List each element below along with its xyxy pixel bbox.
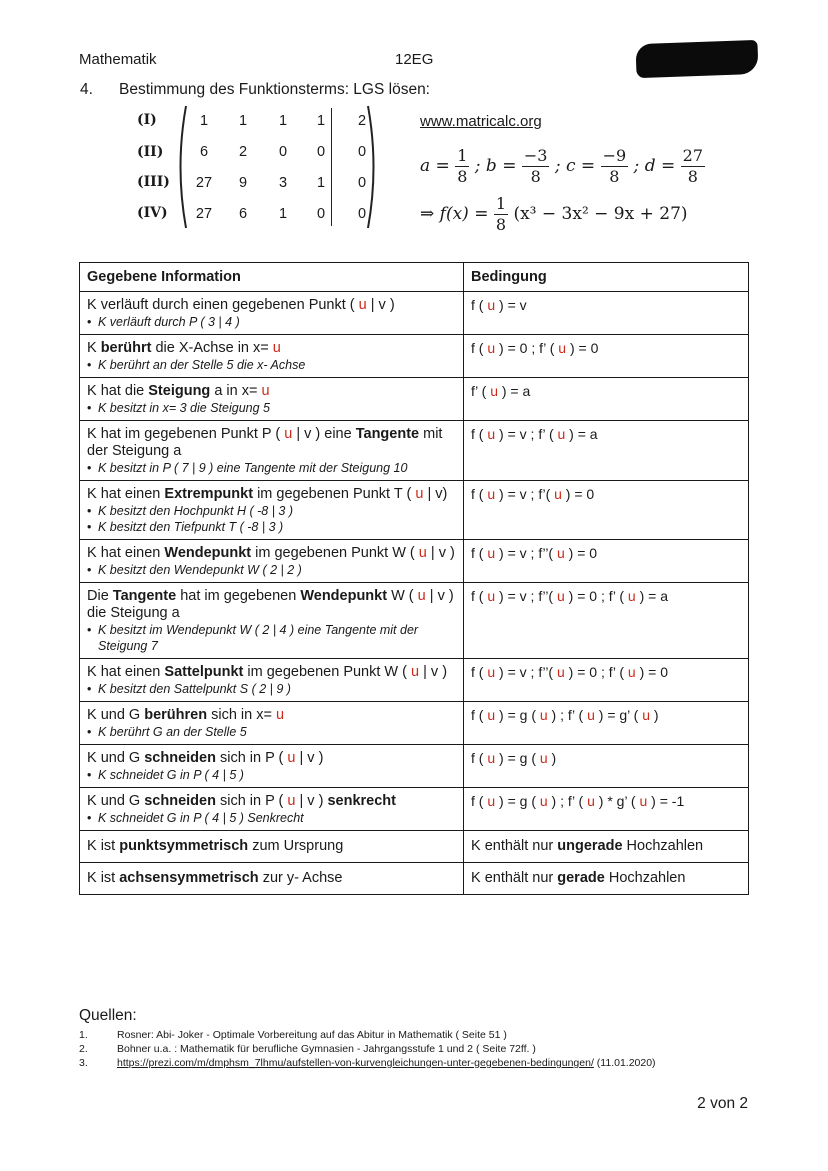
fraction-b: $\frac{-3}{8}$: [523, 146, 548, 186]
redacted-name-mark: [635, 40, 758, 78]
variable-u: u: [487, 707, 496, 723]
text-run: ) = g (: [495, 707, 540, 723]
source-text: Rosner: Abi- Joker - Optimale Vorbereitung auf das Abitur in Mathematik ( Seite 51 ): [117, 1029, 507, 1041]
information-text: [87, 793, 457, 810]
text-run: f (: [471, 340, 488, 356]
coefficient-line: a = $\frac{1}{8}$ ; b = $\frac{-3}{8}$ ; c = $\frac{-9}{8}$ ; d = $\frac{27}{8}$: [420, 146, 703, 186]
class-label: 12EG: [395, 51, 434, 68]
text-run: ) = 0: [561, 486, 595, 502]
information-cell: [80, 702, 464, 745]
matrix-cell: 3: [278, 175, 288, 191]
text-run: K ist: [87, 870, 120, 886]
information-cell: [80, 378, 464, 421]
condition-cell: [464, 540, 749, 583]
text-run: ) = 0: [564, 545, 598, 561]
information-text: [87, 426, 457, 460]
text-run: | v ): [419, 664, 448, 680]
text-run: ): [547, 750, 557, 766]
variable-u: u: [642, 707, 650, 723]
variable-u: u: [557, 426, 566, 442]
text-run: ) = v ; f’(: [495, 486, 555, 502]
example-item: • K berührt G an der Stelle 5: [87, 724, 457, 740]
text-run: im gegebenen Punkt W (: [251, 545, 419, 561]
table-row: [80, 292, 749, 335]
text-run: f (: [471, 793, 488, 809]
example-item: • K besitzt in P ( 7 | 9 ) eine Tangente mit der Steigung 10: [87, 460, 457, 476]
text-run: f (: [471, 426, 488, 442]
text-run: | v): [423, 486, 448, 502]
text-run: W (: [387, 588, 418, 604]
variable-u: u: [261, 383, 270, 399]
variable-u: u: [556, 588, 565, 604]
variable-u: u: [487, 426, 496, 442]
information-text: [87, 545, 457, 562]
page-number: 2 von 2: [697, 1095, 748, 1112]
text-run: ) = a: [497, 383, 531, 399]
text-run: Hochzahlen: [604, 870, 686, 886]
text-run: ): [650, 707, 659, 723]
bold-term: berühren: [144, 707, 208, 723]
text-run: zum Ursprung: [248, 838, 344, 854]
matrix-cell: 9: [238, 175, 248, 191]
text-run: hat im gegebenen: [176, 588, 301, 604]
text-run: im gegebenen Punkt T (: [253, 486, 416, 502]
row-label: (IV): [137, 205, 168, 221]
bold-term: Extrempunkt: [164, 486, 254, 502]
information-text: [87, 664, 457, 681]
information-cell: [80, 745, 464, 788]
variable-u: u: [417, 588, 426, 604]
condition-cell: [464, 745, 749, 788]
matrix-cell: 2: [357, 113, 367, 129]
text-run: ) = a: [565, 426, 598, 442]
variable-u: u: [554, 486, 562, 502]
text-run: ) = -1: [647, 793, 685, 809]
source-date: (11.01.2020): [593, 1057, 656, 1069]
text-run: f (: [471, 664, 488, 680]
variable-u: u: [287, 793, 296, 809]
table-row: [80, 481, 749, 540]
augment-divider: [331, 108, 332, 226]
information-text: [87, 870, 457, 887]
variable-u: u: [627, 588, 636, 604]
source-item: [79, 1042, 656, 1056]
condition-text: [471, 383, 742, 400]
text-run: f (: [471, 297, 488, 313]
text-run: K verläuft durch einen gegebenen Punkt (: [87, 297, 359, 313]
table-row: [80, 335, 749, 378]
text-run: K hat einen: [87, 545, 165, 561]
text-run: | v ): [426, 545, 455, 561]
matrix-cell: 6: [238, 206, 248, 222]
conditions-table: [79, 262, 749, 895]
text-run: Die: [87, 588, 113, 604]
bold-term: schneiden: [144, 750, 216, 766]
text-run: ) = v ; f’ (: [495, 426, 558, 442]
example-item: • K schneidet G in P ( 4 | 5 ) Senkrecht: [87, 810, 457, 826]
table-row: [80, 583, 749, 659]
text-run: f’ (: [471, 383, 491, 399]
bold-term: achsensymmetrisch: [119, 870, 259, 886]
variable-u: u: [558, 340, 567, 356]
text-run: f (: [471, 588, 488, 604]
condition-cell: [464, 702, 749, 745]
information-cell: [80, 583, 464, 659]
matrix-cell: 0: [357, 175, 367, 191]
information-cell: [80, 831, 464, 863]
bold-term: Wendepunkt: [164, 545, 252, 561]
matricalc-link[interactable]: www.matricalc.org: [420, 113, 542, 130]
condition-cell: [464, 421, 749, 481]
table-row: [80, 378, 749, 421]
source-item: [79, 1056, 656, 1070]
condition-text: [471, 426, 742, 443]
text-run: K und G: [87, 793, 145, 809]
information-text: [87, 297, 457, 314]
fraction-c: $\frac{-9}{8}$: [602, 146, 627, 186]
bold-term: Wendepunkt: [300, 588, 388, 604]
variable-u: u: [539, 750, 548, 766]
table-row: [80, 863, 749, 895]
information-text: [87, 486, 457, 503]
example-item: • K besitzt den Sattelpunkt S ( 2 | 9 ): [87, 681, 457, 697]
text-run: sich in P (: [215, 750, 288, 766]
text-run: ) = 0 ; f’ (: [564, 664, 628, 680]
condition-text: [471, 588, 742, 605]
text-run: ) = g’ (: [594, 707, 643, 723]
condition-cell: [464, 583, 749, 659]
matrix-cell: 0: [357, 206, 367, 222]
matrix-cell: 6: [199, 144, 209, 160]
text-run: Hochzahlen: [622, 838, 704, 854]
table-row: [80, 540, 749, 583]
fraction-f: $\frac{1}{8}$: [495, 194, 507, 234]
text-run: ) * g’ (: [594, 793, 640, 809]
column-header-condition: Bedingung: [464, 263, 749, 292]
condition-text: [471, 340, 742, 357]
text-run: ) ; f’ (: [547, 707, 588, 723]
text-run: K hat die: [87, 383, 149, 399]
table-row: [80, 788, 749, 831]
variable-u: u: [487, 486, 496, 502]
task-title: Bestimmung des Funktionsterms: LGS lösen:: [119, 81, 430, 98]
condition-cell: [464, 863, 749, 895]
text-run: sich in x=: [207, 707, 276, 723]
variable-u: u: [487, 297, 496, 313]
text-run: ) = a: [635, 588, 669, 604]
information-text: [87, 383, 457, 400]
condition-cell: [464, 335, 749, 378]
information-text: [87, 588, 457, 622]
variable-u: u: [275, 707, 285, 723]
text-run: die X-Achse in x=: [151, 340, 273, 356]
source-number: 2.: [79, 1043, 88, 1055]
variable-u: u: [272, 340, 281, 356]
bold-term: gerade: [557, 870, 605, 886]
variable-u: u: [287, 750, 296, 766]
matrix-cell: 0: [316, 144, 326, 160]
bold-term: schneiden: [144, 793, 216, 809]
matrix-cell: 27: [195, 206, 213, 222]
information-text: [87, 838, 457, 855]
variable-u: u: [487, 750, 496, 766]
column-header-information: Gegebene Information: [80, 263, 464, 292]
example-item: • K besitzt den Tiefpunkt T ( -8 | 3 ): [87, 519, 457, 535]
bold-term: Tangente: [355, 426, 420, 442]
text-run: ) = g (: [495, 750, 540, 766]
bold-term: Steigung: [148, 383, 211, 399]
variable-u: u: [587, 707, 595, 723]
variable-u: u: [284, 426, 293, 442]
condition-cell: [464, 292, 749, 335]
matrix-cell: 1: [238, 113, 248, 129]
text-run: K hat einen: [87, 486, 165, 502]
text-run: mit der Steigung a: [87, 426, 443, 459]
matrix-cell: 1: [316, 113, 326, 129]
text-run: ) = v ; f’’(: [495, 664, 557, 680]
function-term: ⇒ f(x) = $\frac{1}{8}$ (x³ − 3x² − 9x + 27): [420, 194, 688, 234]
condition-text: [471, 707, 742, 724]
condition-text: [471, 870, 742, 887]
matrix-cell: 0: [357, 144, 367, 160]
text-run: zur y- Achse: [258, 870, 343, 886]
variable-u: u: [556, 545, 565, 561]
text-run: ) = 0 ; f’ (: [564, 588, 628, 604]
text-run: ) = v: [495, 297, 527, 313]
example-item: • K besitzt den Hochpunkt H ( -8 | 3 ): [87, 503, 457, 519]
table-row: [80, 745, 749, 788]
text-run: | v ) eine: [292, 426, 356, 442]
source-number: 1.: [79, 1029, 88, 1041]
matrix-cell: 0: [316, 206, 326, 222]
row-label: (III): [137, 174, 170, 190]
condition-text: [471, 545, 742, 562]
subject-label: Mathematik: [79, 51, 157, 68]
matrix-cell: 1: [316, 175, 326, 191]
information-cell: [80, 788, 464, 831]
variable-u: u: [639, 793, 648, 809]
information-text: [87, 707, 457, 724]
text-run: im gegebenen Punkt W (: [243, 664, 412, 680]
text-run: f (: [471, 707, 488, 723]
variable-u: u: [587, 793, 595, 809]
example-item: • K verläuft durch P ( 3 | 4 ): [87, 314, 457, 330]
condition-cell: [464, 659, 749, 702]
text-run: f (: [471, 486, 488, 502]
condition-cell: [464, 481, 749, 540]
row-label: (I): [137, 112, 157, 128]
text-run: | v ): [366, 297, 395, 313]
variable-u: u: [539, 793, 548, 809]
condition-text: [471, 297, 742, 314]
source-item: [79, 1028, 656, 1042]
table-row: [80, 831, 749, 863]
example-item: • K besitzt in x= 3 die Steigung 5: [87, 400, 457, 416]
example-item: • K besitzt im Wendepunkt W ( 2 | 4 ) eine Tangente mit der Steigung 7: [87, 622, 457, 654]
variable-u: u: [487, 340, 496, 356]
source-text: Bohner u.a. : Mathematik für berufliche Gymnasien - Jahrgangsstufe 1 und 2 ( Seite 72ff. ): [117, 1043, 536, 1055]
bold-term: Tangente: [112, 588, 177, 604]
condition-cell: [464, 378, 749, 421]
text-run: ) = 0: [635, 664, 669, 680]
information-text: [87, 340, 457, 357]
bold-term: punktsymmetrisch: [119, 838, 249, 854]
sources-list: [79, 1028, 656, 1070]
source-number: 3.: [79, 1057, 88, 1069]
variable-u: u: [490, 383, 498, 399]
example-item: • K schneidet G in P ( 4 | 5 ): [87, 767, 457, 783]
sources-title: Quellen:: [79, 1007, 137, 1024]
variable-u: u: [418, 545, 427, 561]
information-cell: [80, 292, 464, 335]
condition-cell: [464, 788, 749, 831]
text-run: K ist: [87, 838, 120, 854]
table-row: [80, 421, 749, 481]
condition-text: [471, 793, 742, 810]
information-text: [87, 750, 457, 767]
bold-term: ungerade: [557, 838, 623, 854]
table-row: [80, 702, 749, 745]
variable-u: u: [627, 664, 636, 680]
variable-u: u: [487, 588, 496, 604]
text-run: f (: [471, 750, 488, 766]
information-cell: [80, 540, 464, 583]
text-run: | v ): [295, 793, 328, 809]
matrix-cell: 1: [278, 206, 288, 222]
condition-text: [471, 750, 742, 767]
text-run: sich in P (: [215, 793, 288, 809]
variable-u: u: [487, 793, 496, 809]
variable-u: u: [411, 664, 420, 680]
example-item: • K besitzt den Wendepunkt W ( 2 | 2 ): [87, 562, 457, 578]
information-cell: [80, 659, 464, 702]
matrix-cell: 0: [278, 144, 288, 160]
fraction-d: $\frac{27}{8}$: [682, 146, 703, 186]
task-number: 4.: [80, 81, 93, 98]
text-run: ) = v ; f’’(: [495, 545, 557, 561]
information-cell: [80, 863, 464, 895]
condition-cell: [464, 831, 749, 863]
condition-text: [471, 838, 742, 855]
variable-u: u: [539, 707, 548, 723]
text-run: ) ; f’ (: [547, 793, 588, 809]
text-run: f (: [471, 545, 488, 561]
bold-term: berührt: [100, 340, 152, 356]
information-cell: [80, 335, 464, 378]
fraction-a: $\frac{1}{8}$: [457, 146, 468, 186]
variable-u: u: [487, 545, 496, 561]
text-run: K hat einen: [87, 664, 165, 680]
text-run: K: [87, 340, 101, 356]
table-header-row: [80, 263, 749, 292]
text-run: ) = v ; f’’(: [495, 588, 557, 604]
text-run: K enthält nur: [471, 870, 558, 886]
condition-text: [471, 664, 742, 681]
example-item: • K berührt an der Stelle 5 die x- Achse: [87, 357, 457, 373]
text-run: | v ) die Steigung a: [87, 588, 454, 621]
bold-term: senkrecht: [327, 793, 396, 809]
variable-u: u: [415, 486, 424, 502]
text-run: K hat im gegebenen Punkt P (: [87, 426, 285, 442]
text-run: a in x=: [210, 383, 262, 399]
text-run: ) = 0: [566, 340, 599, 356]
table-row: [80, 659, 749, 702]
variable-u: u: [556, 664, 565, 680]
matrix-cell: 2: [238, 144, 248, 160]
information-cell: [80, 421, 464, 481]
text-run: ) = 0 ; f’ (: [495, 340, 559, 356]
text-run: K und G: [87, 707, 145, 723]
text-run: | v ): [295, 750, 324, 766]
text-run: K und G: [87, 750, 145, 766]
information-cell: [80, 481, 464, 540]
condition-text: [471, 486, 742, 503]
text-run: K enthält nur: [471, 838, 558, 854]
row-label: (II): [137, 144, 164, 160]
source-link[interactable]: https://prezi.com/m/dmphsm_7lhmu/aufstellen-von-kurvengleichungen-unter-gegebenen-bedingungen/: [117, 1057, 594, 1069]
text-run: ) = g (: [495, 793, 540, 809]
left-bracket-icon: [174, 104, 188, 230]
variable-u: u: [358, 297, 367, 313]
matrix-cell: 27: [195, 175, 213, 191]
matrix-cell: 1: [199, 113, 209, 129]
variable-u: u: [487, 664, 496, 680]
matrix-cell: 1: [278, 113, 288, 129]
bold-term: Sattelpunkt: [164, 664, 244, 680]
